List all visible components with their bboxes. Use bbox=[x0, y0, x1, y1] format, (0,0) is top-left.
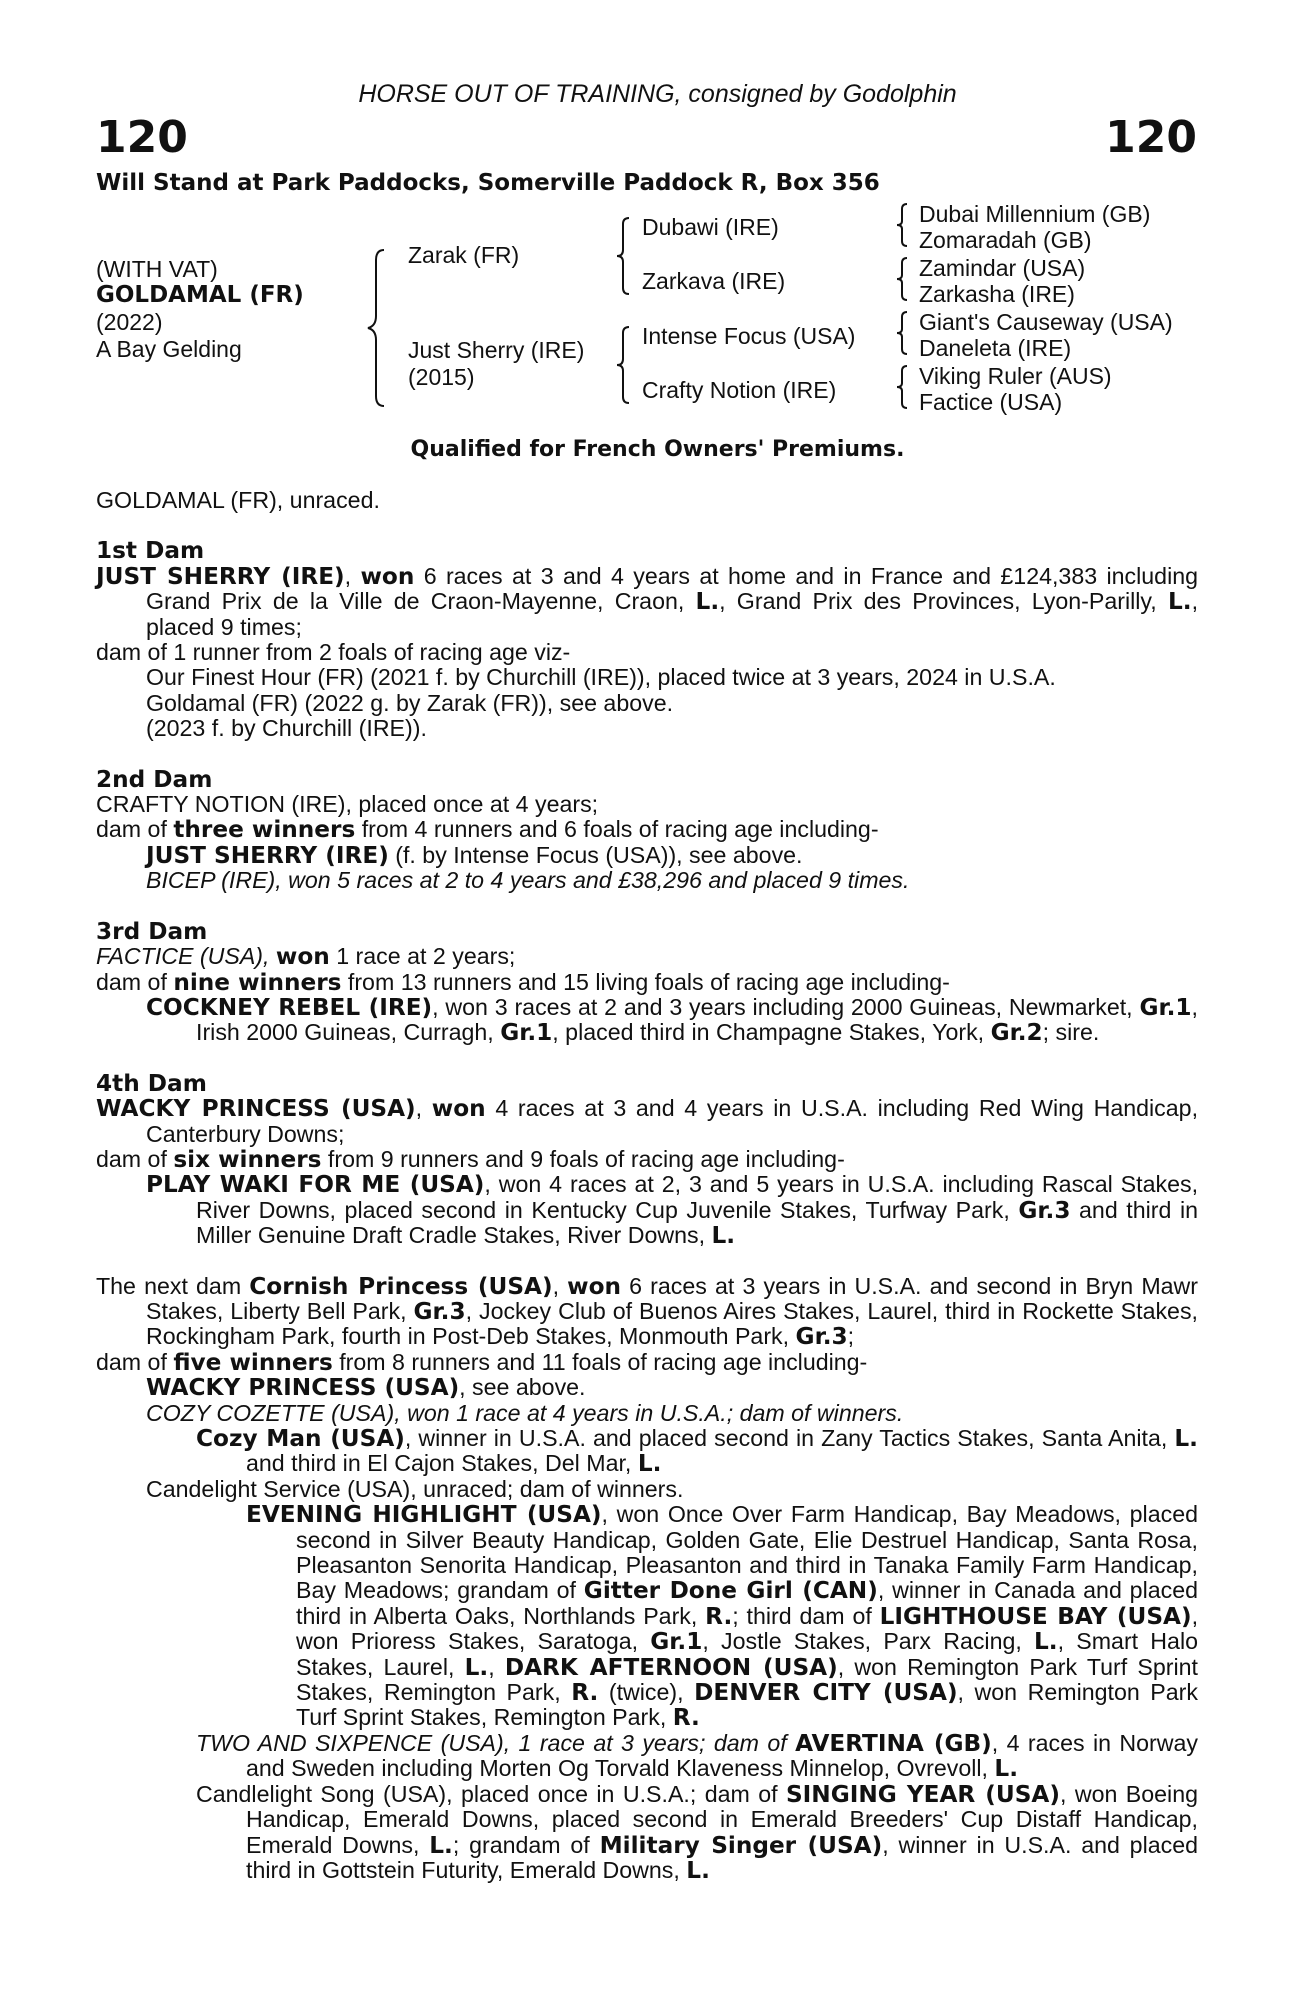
second-dam-heading: 2nd Dam bbox=[96, 765, 213, 793]
first-dam-record: JUST SHERRY (IRE), won 6 races at 3 and 4 years at home and in France and £124,383 including Grand Prix de la Ville de Craon-Mayenne, Craon, L., Grand Prix des Provinces, Lyon-Parilly, L., placed 9 times; bbox=[96, 562, 1199, 640]
fourth-dam-heading: 4th Dam bbox=[96, 1069, 207, 1097]
produce-item: Goldamal (FR) (2022 g. by Zarak (FR)), see above. bbox=[146, 689, 674, 716]
pedigree-dam-dam: Crafty Notion (IRE) bbox=[642, 377, 837, 403]
third-dam-record: FACTICE (USA), won 1 race at 2 years; bbox=[96, 943, 516, 971]
third-dam-produce-summary: dam of nine winners from 13 runners and 15 living foals of racing age including- bbox=[96, 968, 950, 996]
next-dam-record: The next dam Cornish Princess (USA), won 6 races at 3 years in U.S.A. and second in Bryn Mawr Stakes, Liberty Bell Park, Gr.3, Jockey Club of Buenos Aires Stakes, Laurel, third in Rockette Stakes, Rockingham Park, fourth in Post-Deb Stakes, Monmouth Park, Gr.3; bbox=[96, 1272, 1199, 1351]
produce-item: Our Finest Hour (FR) (2021 f. by Churchill (IRE)), placed twice at 3 years, 2024 in U.S.A. bbox=[146, 664, 1056, 691]
pedigree-ggsire-2: Zamindar (USA) bbox=[919, 255, 1086, 281]
first-dam-produce-summary: dam of 1 runner from 2 foals of racing age viz- bbox=[96, 639, 571, 666]
catalogue-body bbox=[96, 488, 1198, 1883]
intro-line: GOLDAMAL (FR), unraced. bbox=[96, 487, 380, 513]
pedigree-brace-sire bbox=[614, 216, 632, 296]
pedigree-brace-g1 bbox=[894, 202, 910, 248]
vat-status: (WITH VAT) bbox=[96, 256, 218, 282]
produce-item: EVENING HIGHLIGHT (USA), won Once Over Farm Handicap, Bay Meadows, placed second in Silver Beauty Handicap, Golden Gate, Elie Destruel Handicap, Santa Rosa, Pleasanton Senorita Handicap, Pleasanton and third in Tanaka Family Farm Handicap, Bay Meadows; grandam of Gitter Done Girl (CAN), winner in Canada and placed third in Alberta Oaks, Northlands Park, R.; third dam of LIGHTHOUSE BAY (USA), won Prioress Stakes, Saratoga, Gr.1, Jostle Stakes, Parx Racing, L., Smart Halo Stakes, Laurel, L., DARK AFTERNOON (USA), won Remington Park Turf Sprint Stakes, Remington Park, R. (twice), DENVER CITY (USA), won Remington Park Turf Sprint Stakes, Remington Park, R. bbox=[246, 1501, 1199, 1732]
pedigree-ggdam-3: Daneleta (IRE) bbox=[919, 335, 1072, 361]
pedigree-brace-main bbox=[364, 248, 388, 408]
pedigree-ggdam-4: Factice (USA) bbox=[919, 389, 1063, 415]
next-dam-produce-summary: dam of five winners from 8 runners and 11 foals of racing age including- bbox=[96, 1348, 868, 1376]
pedigree-brace-g4 bbox=[894, 364, 910, 410]
produce-item: BICEP (IRE), won 5 races at 2 to 4 years and £38,296 and placed 9 times. bbox=[146, 867, 910, 894]
pedigree-ggsire-4: Viking Ruler (AUS) bbox=[919, 363, 1112, 389]
pedigree-dam-year: (2015) bbox=[408, 364, 475, 390]
pedigree-ggdam-1: Zomaradah (GB) bbox=[919, 227, 1092, 253]
produce-item: PLAY WAKI FOR ME (USA), won 4 races at 2, 3 and 5 years in U.S.A. including Rascal Stakes, River Downs, placed second in Kentucky Cup Juvenile Stakes, Turfway Park, Gr.3 and third in Miller Genuine Draft Cradle Stakes, River Downs, L. bbox=[146, 1171, 1199, 1250]
fourth-dam-produce-summary: dam of six winners from 9 runners and 9 foals of racing age including- bbox=[96, 1145, 845, 1173]
pedigree-sire-dam: Zarkava (IRE) bbox=[642, 268, 786, 294]
produce-item: TWO AND SIXPENCE (USA), 1 race at 3 years; dam of AVERTINA (GB), 4 races in Norway and Sweden including Morten Og Torvald Klaveness Minnelop, Ovrevoll, L. bbox=[196, 1729, 1198, 1783]
produce-item: COZY COZETTE (USA), won 1 race at 4 years in U.S.A.; dam of winners. bbox=[146, 1399, 904, 1426]
first-dam-heading: 1st Dam bbox=[96, 537, 205, 565]
pedigree-dam-sire: Intense Focus (USA) bbox=[642, 323, 856, 349]
horse-year: (2022) bbox=[96, 309, 163, 335]
first-dam-name: JUST SHERRY (IRE) bbox=[96, 562, 345, 590]
pedigree-sire: Zarak (FR) bbox=[408, 242, 520, 268]
produce-item: JUST SHERRY (IRE) (f. by Intense Focus (USA)), see above. bbox=[146, 841, 803, 869]
produce-item: Candelight Service (USA), unraced; dam of winners. bbox=[146, 1475, 684, 1502]
stabling-location: Will Stand at Park Paddocks, Somerville Paddock R, Box 356 bbox=[96, 170, 880, 196]
pedigree-sire-sire: Dubawi (IRE) bbox=[642, 214, 779, 240]
fourth-dam-record: WACKY PRINCESS (USA), won 4 races at 3 and 4 years in U.S.A. including Red Wing Handicap, Canterbury Downs; bbox=[96, 1095, 1199, 1147]
pedigree-ggdam-2: Zarkasha (IRE) bbox=[919, 281, 1075, 307]
lot-number-left: 120 bbox=[96, 112, 188, 163]
pedigree-ggsire-3: Giant's Causeway (USA) bbox=[919, 309, 1173, 335]
premiums-note: Qualified for French Owners' Premiums. bbox=[410, 437, 905, 462]
pedigree-brace-g3 bbox=[894, 310, 910, 356]
second-dam-record: CRAFTY NOTION (IRE), placed once at 4 years; bbox=[96, 791, 599, 818]
consignor-line: HORSE OUT OF TRAINING, consigned by Godolphin bbox=[358, 80, 957, 108]
pedigree-brace-g2 bbox=[894, 256, 910, 302]
pedigree-dam: Just Sherry (IRE) bbox=[408, 337, 585, 363]
third-dam-heading: 3rd Dam bbox=[96, 917, 208, 945]
second-dam-produce-summary: dam of three winners from 4 runners and 6 foals of racing age including- bbox=[96, 816, 879, 844]
produce-item: (2023 f. by Churchill (IRE)). bbox=[146, 715, 427, 742]
lot-number-right: 120 bbox=[1105, 112, 1197, 163]
produce-item: WACKY PRINCESS (USA), see above. bbox=[146, 1374, 586, 1402]
produce-item: Candlelight Song (USA), placed once in U.S.A.; dam of SINGING YEAR (USA), won Boeing Handicap, Emerald Downs, placed second in Emerald Breeders' Cup Distaff Handicap, Emerald Downs, L.; grandam of Military Singer (USA), winner in U.S.A. and placed third in Gottstein Futurity, Emerald Downs, L. bbox=[196, 1780, 1199, 1884]
produce-item: COCKNEY REBEL (IRE), won 3 races at 2 and 3 years including 2000 Guineas, Newmarket, Gr.1, Irish 2000 Guineas, Curragh, Gr.1, placed third in Champagne Stakes, York, Gr.2; sire. bbox=[146, 993, 1198, 1047]
horse-name: GOLDAMAL (FR) bbox=[96, 282, 304, 308]
pedigree-ggsire-1: Dubai Millennium (GB) bbox=[919, 201, 1151, 227]
produce-item: Cozy Man (USA), winner in U.S.A. and placed second in Zany Tactics Stakes, Santa Anita, L. and third in El Cajon Stakes, Del Mar, L. bbox=[196, 1425, 1198, 1478]
horse-description: A Bay Gelding bbox=[96, 336, 242, 362]
pedigree-brace-dam bbox=[614, 325, 632, 405]
